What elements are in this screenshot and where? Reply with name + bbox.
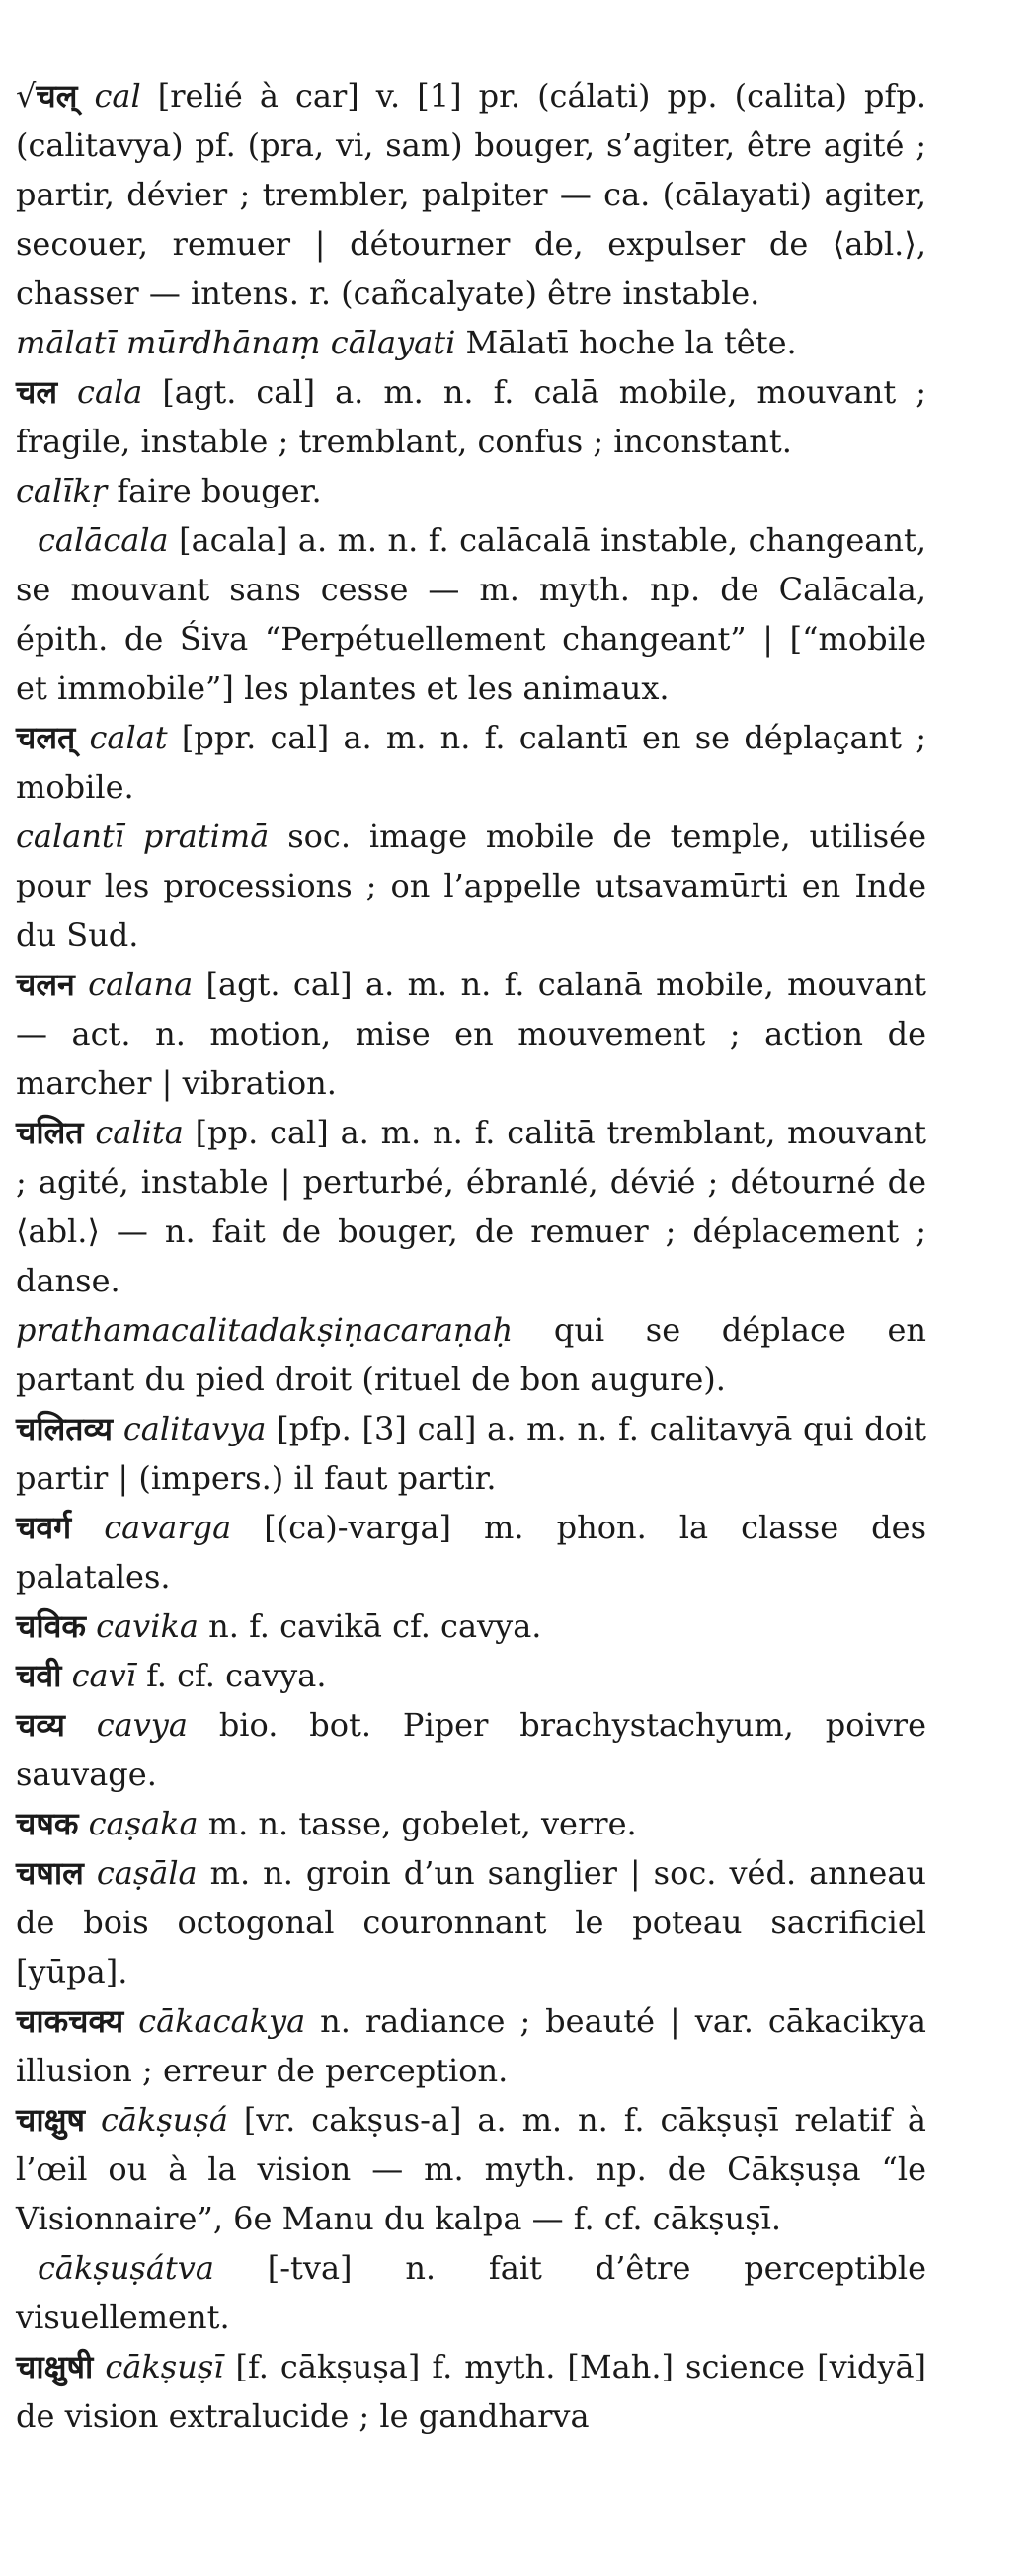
entry-cala (16, 367, 926, 466)
entry-calikr (16, 466, 926, 515)
headword-devanagari: चाकचक्य (16, 2002, 124, 2040)
entry-definition: soc. image mobile de temple, utilisée pour les processions ; on l’appelle utsavamūrti en Inde du Sud. (16, 818, 927, 954)
headword-devanagari: चलन (16, 966, 75, 1003)
headword-translit: cal (94, 77, 141, 115)
entry-cavya (16, 1700, 926, 1799)
headword-translit: caṣaka (88, 1805, 199, 1842)
entry-malati (16, 318, 926, 367)
headword-devanagari: चल् (36, 77, 78, 115)
entry-definition: faire bouger. (117, 472, 322, 509)
entry-definition: [(ca)-varga] m. phon. la classe des palatales. (16, 1509, 927, 1596)
entry-definition: [pfp. [3] cal] a. m. n. f. calitavyā qui doit partir | (impers.) il faut partir. (16, 1410, 927, 1497)
example-phrase: prathamacalitadakṣiṇacaraṇaḥ (16, 1311, 514, 1349)
headword-devanagari: चवी (16, 1657, 62, 1694)
entry-caksusatva (16, 2243, 926, 2342)
headword-translit: calita (95, 1114, 184, 1151)
headword-devanagari: चविक (16, 1607, 86, 1645)
entry-cal (16, 71, 926, 318)
entry-caksusa (16, 2095, 926, 2243)
headword-devanagari: चव्य (16, 1706, 65, 1744)
compound-term: calācala (38, 521, 169, 559)
headword-devanagari: चलित (16, 1114, 84, 1151)
entry-calitavya (16, 1404, 926, 1503)
headword-translit: calana (88, 966, 194, 1003)
entry-casaka (16, 1799, 926, 1848)
entry-definition: Mālatī hoche la tête. (465, 324, 797, 361)
entry-cavi (16, 1651, 926, 1700)
entry-definition: n. f. cavikā cf. cavya. (208, 1607, 542, 1645)
entry-definition: [ppr. cal] a. m. n. f. calantī en se déplaçant ; mobile. (16, 719, 926, 806)
headword-devanagari: चाक्षुष (16, 2101, 86, 2139)
headword-translit: calitavya (122, 1410, 267, 1447)
compound-term: calīkṛ (16, 472, 108, 509)
example-phrase: calantī pratimā (16, 818, 270, 855)
entry-calat (16, 713, 926, 812)
entry-calita (16, 1108, 926, 1305)
entry-calacala (16, 515, 926, 713)
entry-calanti (16, 812, 926, 960)
entry-cavarga (16, 1503, 926, 1601)
headword-devanagari: चाक्षुषी (16, 2348, 94, 2385)
entry-definition: [f. cākṣuṣa] f. myth. [Mah.] science [vidyā] de vision extralucide ; le gandharva (16, 2348, 926, 2435)
entry-cakacakya (16, 1996, 926, 2095)
headword-translit: cala (77, 373, 143, 411)
entry-caksusi (16, 2342, 926, 2441)
headword-devanagari: चषक (16, 1805, 79, 1842)
root-sign: √ (16, 77, 37, 115)
entry-definition: [agt. cal] a. m. n. f. calanā mobile, mouvant — act. n. motion, mise en mouvement ; action de marcher | vibration. (16, 966, 927, 1102)
entry-definition: m. n. groin d’un sanglier | soc. véd. anneau de bois octogonal couronnant le poteau sacrificiel [yūpa]. (16, 1854, 927, 1991)
headword-translit: cavarga (104, 1509, 232, 1546)
entry-definition: [relié à car] v. [1] pr. (cálati) pp. (calita) pfp. (calitavya) pf. (pra, vi, sam) bouger, s’agiter, être agité ; partir, dévier ; trembler, palpiter — ca. (cālayati) agiter, secouer, remuer | détourner de, expulser de ⟨abl.⟩, chasser — intens. r. (cañcalyate) être instable. (16, 77, 927, 312)
headword-translit: caṣāla (96, 1854, 198, 1892)
headword-devanagari: चषाल (16, 1854, 84, 1892)
compound-term: cākṣuṣátva (38, 2249, 214, 2287)
headword-translit: cavya (96, 1706, 188, 1744)
headword-devanagari: चलितव्य (16, 1410, 114, 1447)
entry-definition: n. radiance ; beauté | var. cākacikya illusion ; erreur de perception. (16, 2002, 926, 2089)
entry-definition: bio. bot. Piper brachystachyum, poivre sauvage. (16, 1706, 927, 1793)
entry-definition: [pp. cal] a. m. n. f. calitā tremblant, mouvant ; agité, instable | perturbé, ébranlé, dévié ; détourné de ⟨abl.⟩ — n. fait de bouger, de remuer ; déplacement ; danse. (16, 1114, 927, 1299)
entry-definition: [agt. cal] a. m. n. f. calā mobile, mouvant ; fragile, instable ; tremblant, confus ; inconstant. (16, 373, 926, 460)
entry-definition: f. cf. cavya. (146, 1657, 327, 1694)
headword-translit: cākṣuṣī (105, 2348, 224, 2385)
headword-devanagari: चवर्ग (16, 1509, 72, 1546)
headword-translit: cākṣuṣá (100, 2101, 228, 2139)
headword-devanagari: चल (16, 373, 58, 411)
entry-definition: [vr. cakṣus-a] a. m. n. f. cākṣuṣī relatif à l’œil ou à la vision — m. myth. np. de Cākṣuṣa “le Visionnaire”, 6e Manu du kalpa — f. cf. cākṣuṣī. (16, 2101, 926, 2237)
entry-definition: [acala] a. m. n. f. calācalā instable, changeant, se mouvant sans cesse — m. myth. np. de Calācala, épith. de Śiva “Perpétuellement changeant” | [“mobile et immobile”] les plantes et les animaux. (16, 521, 927, 707)
headword-translit: cākacakya (138, 2002, 306, 2040)
headword-translit: cavika (96, 1607, 199, 1645)
entry-definition: m. n. tasse, gobelet, verre. (207, 1805, 637, 1842)
headword-translit: cavī (71, 1657, 136, 1694)
headword-devanagari: चलत् (16, 719, 76, 756)
example-phrase: mālatī mūrdhānaṃ cālayati (16, 324, 456, 361)
entry-cavika (16, 1601, 926, 1651)
entry-casala (16, 1848, 926, 1996)
entry-calana (16, 960, 926, 1108)
entry-definition: [-tva] n. fait d’être perceptible visuellement. (16, 2249, 927, 2336)
entry-prathama (16, 1305, 926, 1404)
entry-definition: qui se déplace en partant du pied droit (rituel de bon augure). (16, 1311, 927, 1398)
headword-translit: calat (89, 719, 168, 756)
